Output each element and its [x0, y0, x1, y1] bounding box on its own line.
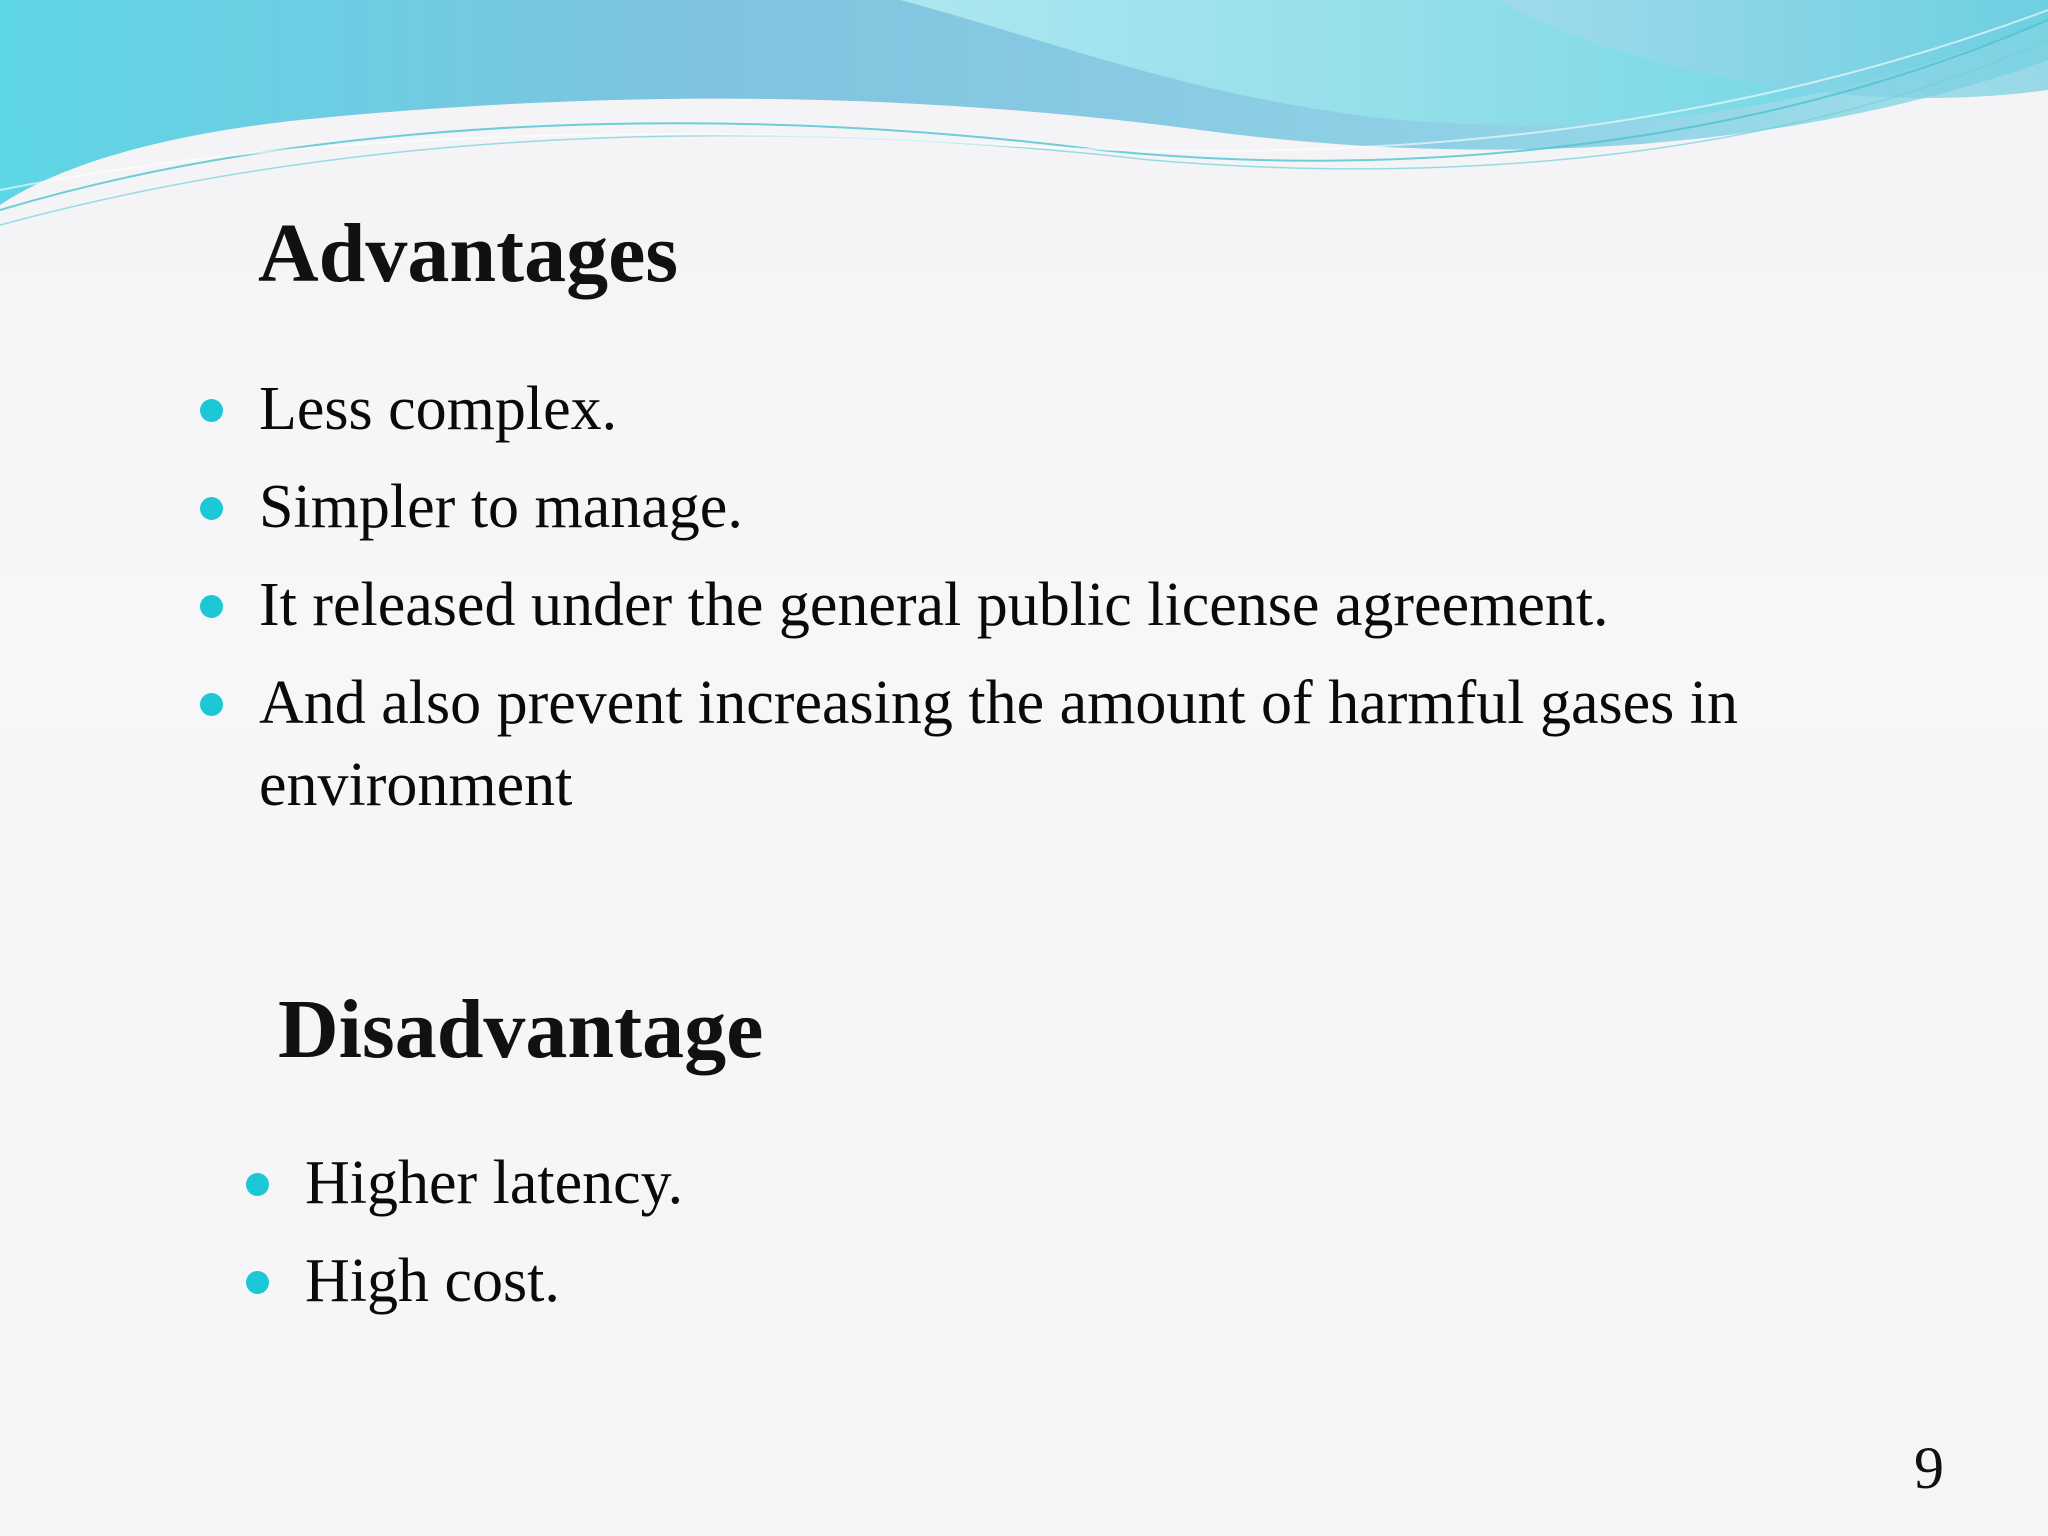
bullet-dot-icon — [246, 1173, 269, 1196]
bullet-dot-icon — [200, 399, 223, 422]
bullet-dot-icon — [200, 497, 223, 520]
advantages-heading: Advantages — [258, 207, 679, 300]
list-item-text: Higher latency. — [305, 1149, 684, 1217]
list-item-text: Simpler to manage. — [259, 473, 743, 541]
advantages-list — [200, 368, 1840, 842]
bullet-dot-icon — [200, 693, 223, 716]
list-item — [200, 662, 1840, 826]
list-item-text: And also prevent increasing the amount of harmful gases in environment — [259, 669, 1738, 819]
header-wave-decoration — [0, 0, 2048, 240]
list-item-text: High cost. — [305, 1247, 560, 1315]
bullet-dot-icon — [246, 1271, 269, 1294]
page-number: 9 — [1914, 1435, 1944, 1501]
list-item — [246, 1142, 1746, 1224]
disadvantages-list — [246, 1142, 1746, 1338]
list-item-text: Less complex. — [259, 375, 618, 443]
disadvantage-heading: Disadvantage — [278, 983, 764, 1076]
list-item — [246, 1240, 1746, 1322]
list-item — [200, 564, 1840, 646]
list-item — [200, 368, 1840, 450]
bullet-dot-icon — [200, 595, 223, 618]
list-item — [200, 466, 1840, 548]
list-item-text: It released under the general public license agreement. — [259, 571, 1609, 639]
